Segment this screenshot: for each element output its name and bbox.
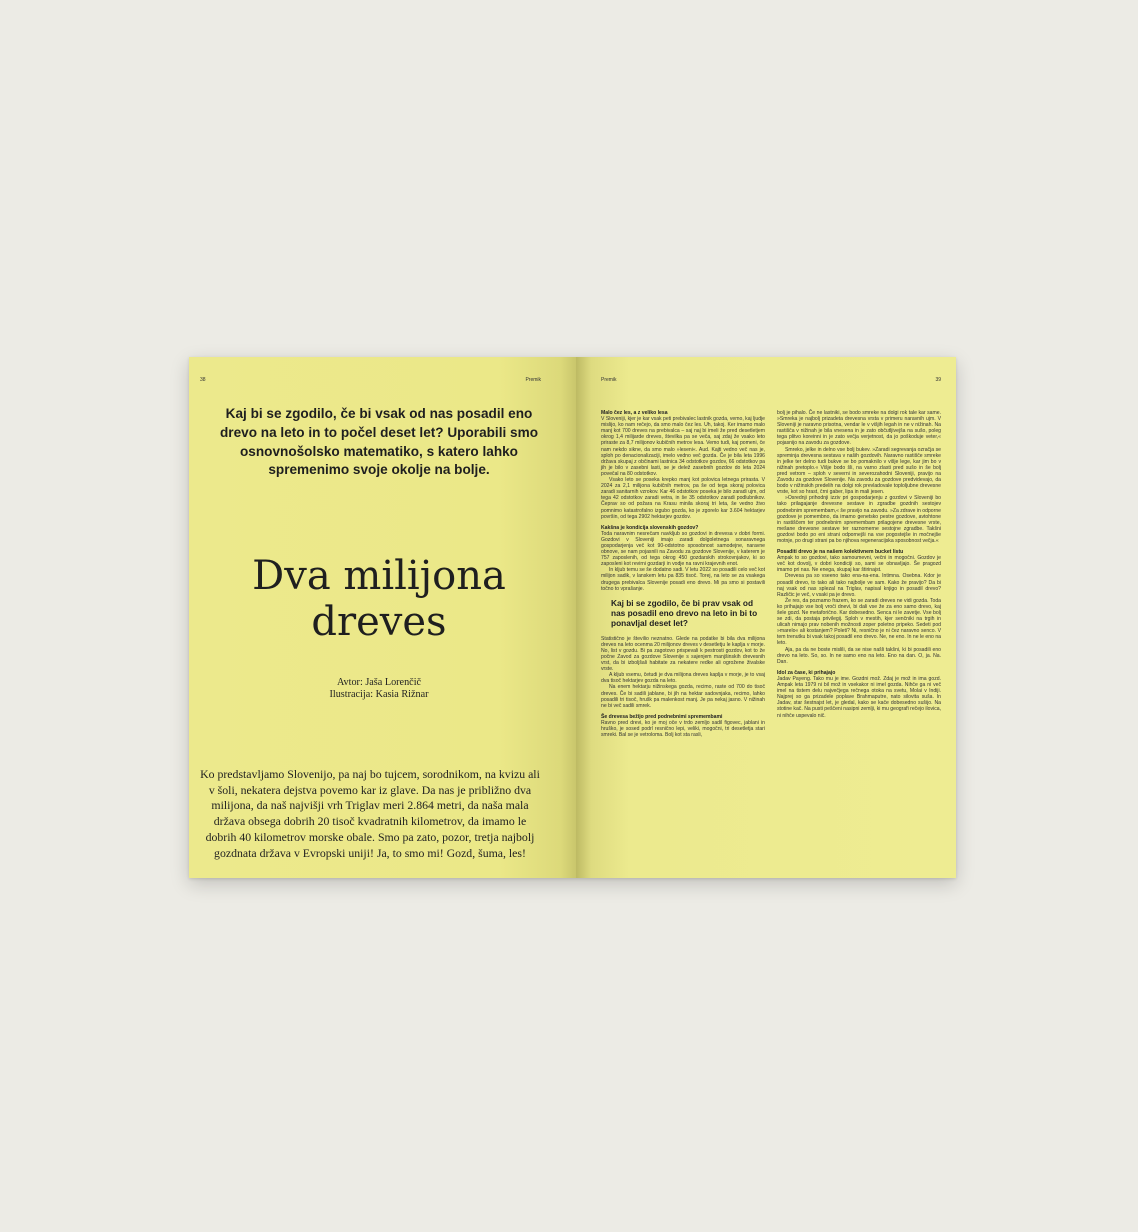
lead-paragraph: Kaj bi se zgodilo, če bi vsak od nas posadil eno drevo na leto in to počel deset let? Uporabili smo osnovnošolsko matematiko, s katero lahko spremenimo svoje okolje na bolje. bbox=[220, 406, 538, 478]
body-paragraph: bolj je pihalo. Če ne lastniki, se bodo smreke na dolgi rok tale kar same. »Smreka je najbolj prizadeta drevesna vrsta v primeru naravnih ujm. V Sloveniji je naravno prisotna, vendar le v višjih legah in ne v nižinah. Na rastišča v nižinah je bila vnesena in je zato občutljivejša na sušo, poleg tega plitvo koreinni in je zato večja verjetnost, da jo poškoduje veter,« pojasnijo na zavodu za gozdove. bbox=[777, 410, 941, 447]
body-paragraph: Drevesa pa so vseeno tako ena-na-ena. Intimna. Osebna. Kdor je posadil drevo, to tako ali tako najbolje ve sam. Kako že pravijo? Da bi naj vsak od nas splezal na Triglav, napisal knjigo in posadil drevo? Različic je več, v vsaki pa je drevo. bbox=[777, 573, 941, 598]
title-line-1: Dva milijona bbox=[252, 553, 506, 599]
body-paragraph: Aja, pa da ne boste mislili, da se nise našli takšni, ki bi posadili eno drevo na leto. So, so. In ne samo eno na leto. Eno na dan. O, ja. Na. Dan. bbox=[777, 646, 941, 665]
body-paragraph: Ampak to so gozdovi, tako samoumevni, večni in mogočni. Gozdov je več kot dovolj, v dobri kondiciji so, sami se obnavljajo. Še pragozd imamo pri nas. Ne enega, skupaj kar štirinajst. bbox=[777, 555, 941, 574]
body-paragraph: Ravno pred drevi, ko je moj oče v trdo zemljo sadil figovec, jablani in hruško, je sosed podrl resnično lepi, veliki, mogočni, tri desetletja stari smreki. Bal se je vetroloma. Bolj kot sta rasli, bbox=[601, 719, 765, 739]
body-paragraph: Na enem hektarju nižinskega gozda, recimo, raste od 700 do tisoč dreves. Če bi sadili jablane, bi jih na hektar sadovnjaka, recimo, lahko posadili tri tisoč, hrušk pa malenkost manj. Je pa nekaj jasno. V nižinah ne bi več sadili smrek. bbox=[601, 684, 765, 709]
body-paragraph: A kljub vsemu, četudi je dva milijona dreves kaplja v morje, je to vsaj dva tisoč hektarjev gozda na leto. bbox=[601, 672, 765, 685]
section-label-left: Premik bbox=[525, 377, 541, 383]
subheading: Posaditi drevo je na našem kolektivnem bucket listu bbox=[777, 549, 904, 556]
body-paragraph: Smreko, jelke in delno vse bolj bukev. »Zaradi segrevanja ozračja se spreminja drevesna sestava v naših gozdovih. Naravno rastišče smreke in jelke ter delno tudi bukve se bo pomaknilo v višje lege, kar jim bo v nižinah pretoplo.« Višje bodo šli, na varno zlasti pred sušo in še bolj pred vetrom – sploh v severni in severozahodni Sloveniji, pravijo na Zavodu za gozdove Slovenije. Na zavodu za gozdove predvidevajo, da bodo v nižinskih predelih na dolgi rok prevladovale toploljubne drevesne vrste, kot so hrast, črni gaber, lipa in mali jesen. bbox=[777, 446, 941, 496]
author: Avtor: Jaša Lorenčič bbox=[336, 677, 422, 688]
body-paragraph: »Osrednji prihodnji izziv pri gospodarjenju z gozdovi v Sloveniji bo tako prilagajanje drevesne sestave in zgradbe gozdnih sestojev podnebnim spremembam,« še pravijo na zavodu. »Za zdrave in odporne gozdove je pomembno, da imamo genetsko pestre gozdove, avtohtone in rastiščem ter podnebnim spremembam prilagojene drevesne vrste, mešane drevesne sestave ter raznomerne sestojne zgradbe. Takšni gozdovi bodo po eni strani odpornejši na vse pogostejše in močnejše motnje, po drugi strani pa bo njihova regeneracijska sposobnost večja.« bbox=[777, 495, 941, 544]
illustrator: Ilustracija: Kasia Rižnar bbox=[329, 689, 429, 700]
byline bbox=[209, 677, 549, 701]
subheading: Kakšna je kondicija slovenskih gozdov? bbox=[601, 524, 699, 531]
body-paragraph: V Sloveniji, kjer je kar vsak peti prebivalec lastnik gozda, vemo, kaj ljudje mislijo, ko nam rečejo, da smo malo čez les. Uh, takoj. Ker imamo malo manj kot 700 dreves na prebivalca – saj naj bi imeli že pred desetletjem okrog 1,4 milijarde dreves, številka pa se veča, saj zdaj že vsako leto priraste za 8,7 milijonov kubičnih metrov lesa. Vemo tudi, kaj pomeni, če nam nekdo sikne, da smo malo »leseni«. Aud. Kajti vedno več nas je, sploh po denacionalizaciji, imelo vedno več gozda. Če je bila leta 1996 država skupaj z občinami lastnica 34 odstotkov gozdov, 66 odstotkov pa jih je bilo v zasebni lasti, se je delež zasebnih gozdov do leta 2024 povečal na 80 odstotkov. bbox=[601, 416, 765, 477]
subheading: Še drevesa bežijo pred podnebnimi spremembami bbox=[601, 713, 723, 720]
article-title bbox=[209, 553, 549, 645]
pull-quote: Kaj bi se zgodilo, če bi prav vsak od nas posadil eno drevo na leto in bi to ponavljal deset let? bbox=[611, 597, 758, 628]
body-paragraph: Statistično je številio neznatno. Glede na podatke bi bila dva milijona dreves na leto ocenma 20 milijonov dreves v desetletju le kaplja v morje. No, list v gozdu. Bi pa zagotovo prispevali k pestrosti gozdov, kot to že počne Zavod za gozdove Slovenije s sajenjem manjšinskih drevesnih vrst, da bi izboljšali habitate za nekatere redke ali ogrožene živalske vrste. bbox=[601, 635, 765, 673]
magazine-spread bbox=[189, 357, 956, 878]
body-paragraph: Jadav Payeng. Tako mu je ime. Gozdni mož. Zdaj je mož in ima gozd. Ampak leta 1979 ni bil mož in vsekakor ni imel gozda. Nihče ga ni več imel na tistem delu največjega rečnega otoka na svetu, Molai v Indiji. Najprej so ga prizadele poplave Brahmaputre, nato silovita suša. In Jadav, star šestnajst let, je gledal, kako se kače dobesedno sušijo. Na stotine kač. Na pusti peščeni nasipni zemlji, ki mu geografi rečejo ilovica, ni nihče uspevalo nič. bbox=[777, 675, 941, 719]
section-label-right: Premik bbox=[601, 377, 617, 383]
subheading: Idol za čase, ki prihajajo bbox=[777, 669, 836, 676]
body-paragraph: Že res, da poznamo frazem, ko se zaradi dreves ne vidi gozda. Toda ko prihajajo vse bolj vroči dnevi, bi dali vse že za eno samo drevo, kaj šele gozd. Ne metaforično. Kar dobesedno. Senca ni le zavetje. Vse bolj se zdi, da postaja privilegij. Sploh v mestih, kjer senčniki na trgih in ulicah nimajo prav nobenih možnosti zoper poletno pripeko. Sedeti pod »marelo« ali kostanjem? Poleti? Ni, resnično je ni čez naravno senco. V tem trenutku bi vsak takoj posadil eno drevo. Ne, ne eno. In ne le eno na leto. bbox=[777, 597, 941, 647]
right-page bbox=[576, 357, 956, 878]
body-paragraph: Toda naravnim nesrečam navkljub so gozdovi in drevesa v dobri formi. Gozdovi v Sloveniji imajo zaradi dolgoletnega sonaravnega gospodarjenja več kot 90-odstotno sposobnost samodejne, naravne obnove, se nam pojasnili na Zavodu za gozdove Slovenije, v katerem je 757 zaposlenih, od tega okrog 450 gozdarskih strokovnjakov, ki so zaposleni kot revirni gozdarji in vodje na ravni krajevnih enot. bbox=[601, 530, 765, 568]
page-number-right: 39 bbox=[935, 377, 941, 383]
intro-paragraph: Ko predstavljamo Slovenijo, pa naj bo tujcem, sorodnikom, na kvizu ali v šoli, nekatera dejstva povemo kar iz glave. Da nas je približno dva milijona, da naš najvišji vrh Triglav meri 2.864 metri, da naša mala država obsega dobrih 20 tisoč kvadratnih kilometrov, da imamo le dobrih 40 kilometrov morske obale. Smo pa zato, pozor, tretja najbolj gozdnata država v Evropski uniji! Ja, to smo mi! Gozd, šuma, les! bbox=[200, 767, 540, 860]
page-number-left: 38 bbox=[200, 377, 206, 383]
body-paragraph: Vsako leto se poseka krepko manj kot polovica letnega prirasta. V 2024 za 2,1 milijona kubičnih metrov, pa še od tega skoraj polovica zaradi sanitarnih vzrokov. Kar 46 odstotkov poseka je bilo zaradi ujm, od tega 42 odstotkov zaradi vetra, in še 35 odstotkov zaradi podlubnikov. Čeprav so od požara na Krasu minila skoraj tri leta, še vedno živo pomnimo katastrofalno izgubo gozda, ko je zgorelo kar 3.604 hektarjev površin, od tega 2902 hektarjev gozdov. bbox=[601, 477, 765, 520]
subheading: Malo čez les, a z veliko lesa bbox=[601, 410, 668, 416]
text-column-2 bbox=[777, 410, 941, 719]
body-paragraph: In kljub temu se še dodatno sadi. V letu 2022 so posadili celo več kot milijon sadik, v lanskem letu pa 835 tisoč. Torej, na leto se za vsakega drugega prebivalca Slovenije posadi eno drevo. Mi pa smo si postavili točno to vprašanje. bbox=[601, 567, 765, 592]
left-page bbox=[189, 357, 576, 878]
text-column-1 bbox=[601, 410, 765, 738]
title-line-2: dreves bbox=[311, 599, 447, 645]
